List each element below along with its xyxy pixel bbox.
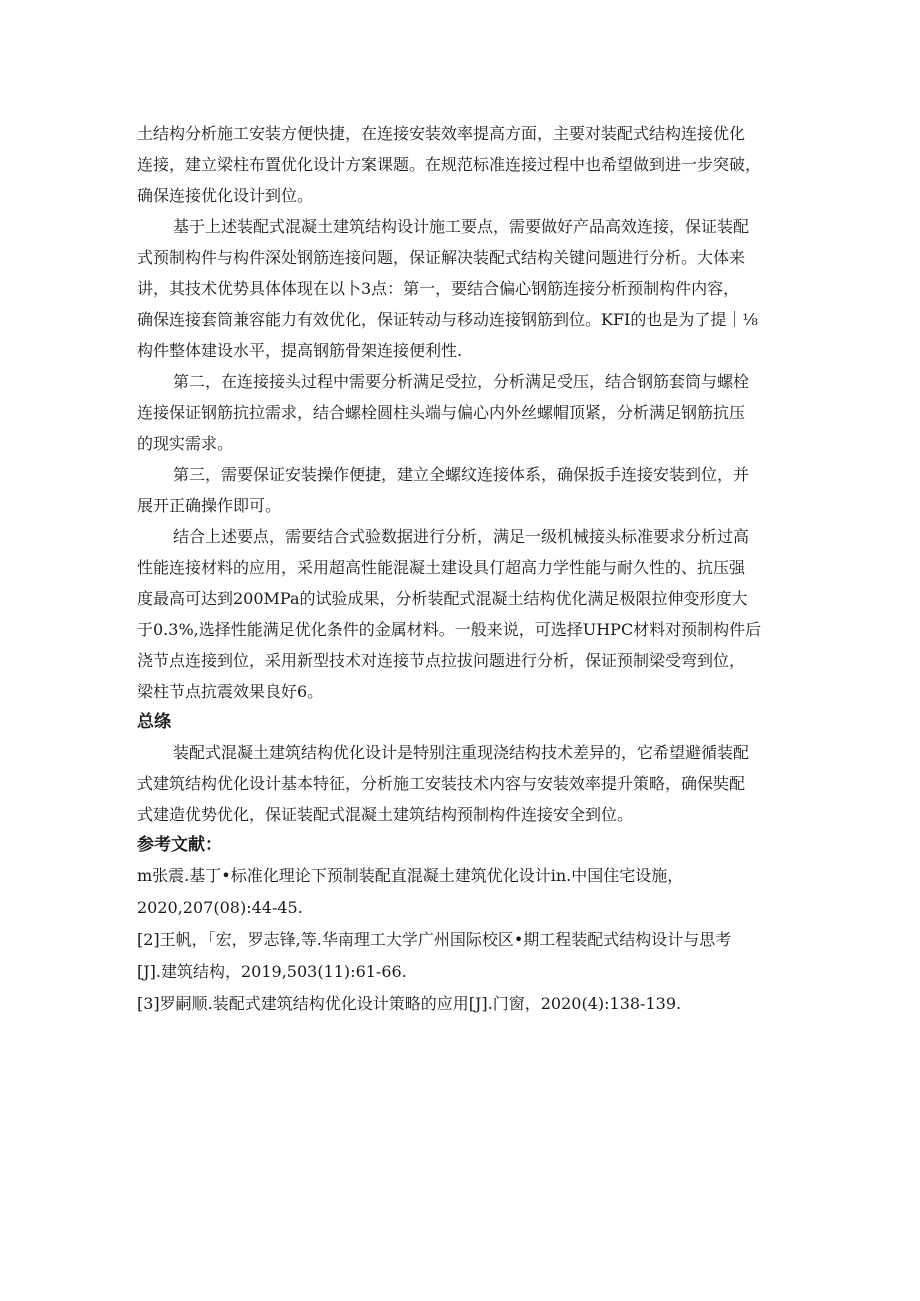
text-line: 浇节点连接到位，采用新型技术对连接节点拉拔问题进行分析，保证预制梁受弯到位，: [137, 651, 746, 670]
text-line: [J].建筑结构，2019,503(11):61-66.: [137, 962, 407, 981]
text-line: 确保连接套筒兼容能力有效优化，保证转动与移动连接钢筋到位。KFI的也是为了提｜⅛: [137, 310, 758, 329]
text-line: 基于上述装配式混凝土建筑结构设计施工要点，需要做好产品高效连接，保证装配: [173, 217, 750, 236]
reference-list: [137, 860, 797, 1020]
text-line: 讲，其技术优势具体体现在以卜3点：第一，要结合偏心钢筋连接分析预制构件内容，: [137, 279, 740, 298]
references-heading: 参考文献：: [137, 835, 222, 855]
reference-item: [137, 860, 797, 924]
body-paragraph: [137, 459, 797, 521]
body-paragraph: [137, 211, 797, 366]
text-line: 展开正确操作即可。: [137, 496, 282, 515]
summary-paragraph: [137, 737, 797, 830]
text-line: 于0.3%,选择性能满足优化条件的金属材料。一般来说，可选择UHPC材料对预制构件后: [137, 620, 762, 639]
text-line: 装配式混凝土建筑结构优化设计是特别注重现浇结构技术差异的，它希望避循装配: [173, 743, 750, 762]
text-line: 式建造优势优化，保证装配式混凝土建筑结构预制构件连接安全到位。: [137, 805, 634, 824]
summary-heading: 总绦: [137, 712, 171, 732]
text-line: 梁柱节点抗震效果良好6。: [137, 682, 324, 701]
text-line: 土结构分析施工安装方便快捷，在连接安装效率提高方面，主要对装配式结构连接优化: [137, 124, 746, 143]
reference-item: [137, 924, 797, 988]
text-line: 结合上述要点，需要结合式验数据进行分析，满足一级机械接头标准要求分析过高: [173, 527, 750, 546]
text-line: 连接保证钢筋抗拉需求，结合螺栓圆柱头端与偏心内外丝螺帽顶紧，分析满足钢筋抗压: [137, 403, 746, 422]
text-line: 连接，建立梁柱布置优化设计方案课题。在规范标准连接过程中也希望做到进一步突破，: [137, 155, 762, 174]
body-paragraph: [137, 118, 797, 211]
reference-item: [137, 988, 797, 1020]
text-line: 度最高可达到200MPa的试验成果，分析装配式混凝土结构优化满足极限拉伸变形度大: [137, 589, 748, 608]
text-line: m张震.基丁•标准化理论下预制装配直混凝土建筑优化设计in.中国住宅设施，: [137, 866, 684, 885]
text-line: [2]王帆，「宏，罗志锋,等.华南理工大学广州国际校区•期工程装配式结构设计与思考: [137, 930, 732, 949]
document-body: [137, 118, 797, 1020]
text-line: 2020,207(08):44-45.: [137, 898, 303, 917]
text-line: [3]罗嗣顺.装配式建筑结构优化设计策略的应用[J].门窗，2020(4):138-139.: [137, 994, 682, 1013]
text-line: 的现实需求。: [137, 434, 234, 453]
body-paragraph: [137, 521, 797, 707]
text-line: 性能连接材料的应用，采用超高性能混凝土建设具仃超高力学性能与耐久性的、抗压强: [137, 558, 746, 577]
text-line: 确保连接优化设计到位。: [137, 186, 314, 205]
text-line: 构件整体建设水平，提高钢筋骨架连接便利性.: [137, 341, 463, 360]
text-line: 第二，在连接接头过程中需要分析满足受拉，分析满足受压，结合钢筋套筒与螺栓: [173, 372, 750, 391]
body-paragraph: [137, 366, 797, 459]
text-line: 式预制构件与构件深处钢筋连接问题，保证解决装配式结构关键问题进行分析。大体来: [137, 248, 746, 267]
text-line: 第三，需要保证安装操作便捷，建立全螺纹连接体系，确保扳手连接安装到位，并: [173, 465, 750, 484]
text-line: 式建筑结构优化设计基本特征，分析施工安装技术内容与安装效率提升策略，确保奘配: [137, 774, 746, 793]
